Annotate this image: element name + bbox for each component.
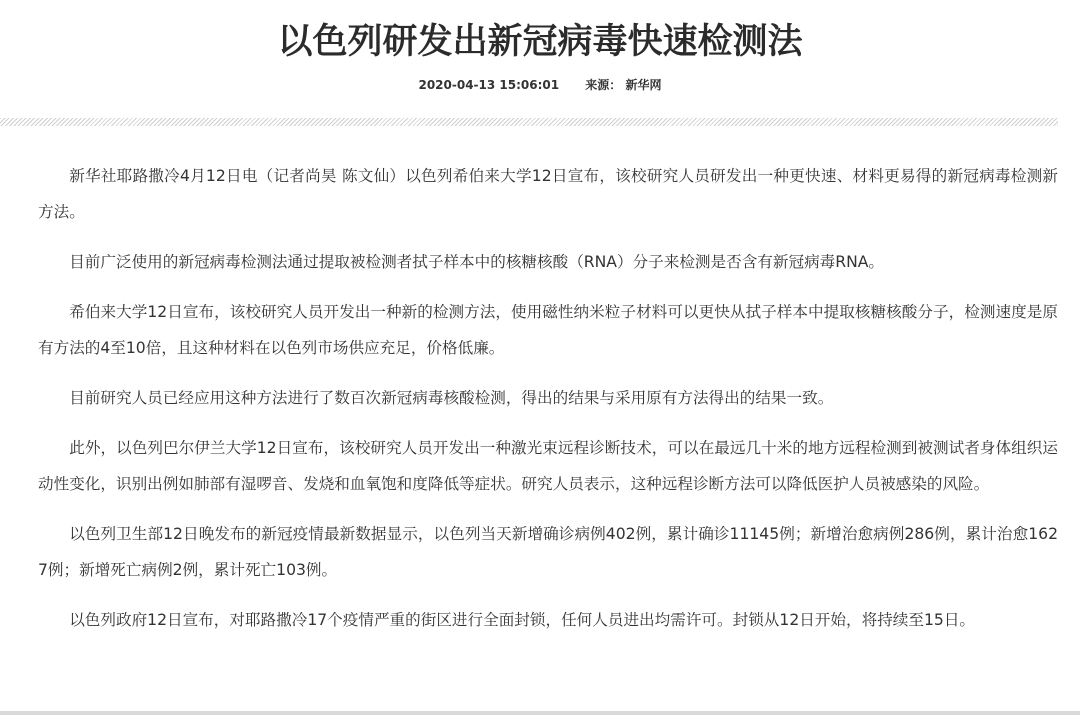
source-label: 来源： <box>585 78 622 92</box>
source-name: 新华网 <box>625 78 662 92</box>
paragraph: 目前广泛使用的新冠病毒检测法通过提取被检测者拭子样本中的核糖核酸（RNA）分子来检测是否含有新冠病毒RNA。 <box>69 253 885 271</box>
article-body <box>38 158 1058 652</box>
paragraph: 此外，以色列巴尔伊兰大学12日宣布，该校研究人员开发出一种激光束远程诊断技术，可以在最远几十米的地方远程检测到被测试者身体组织运动性变化，识别出例如肺部有湿啰音、发烧和血氧饱和度降低等症状。研究人员表示，这种远程诊断方法可以降低医护人员被感染的风险。 <box>38 439 1058 493</box>
paragraph: 以色列政府12日宣布，对耶路撒冷17个疫情严重的街区进行全面封锁，任何人员进出均需许可。封锁从12日开始，将持续至15日。 <box>69 611 976 629</box>
article-title: 以色列研发出新冠病毒快速检测法 <box>277 22 803 62</box>
article-meta <box>0 76 1080 94</box>
paragraph: 希伯来大学12日宣布，该校研究人员开发出一种新的检测方法，使用磁性纳米粒子材料可以更快从拭子样本中提取核糖核酸分子，检测速度是原有方法的4至10倍，且这种材料在以色列市场供应充足，价格低廉。 <box>38 303 1058 357</box>
paragraph: 以色列卫生部12日晚发布的新冠疫情最新数据显示，以色列当天新增确诊病例402例，累计确诊11145例；新增治愈病例286例，累计治愈1627例；新增死亡病例2例，累计死亡103例。 <box>38 525 1058 579</box>
paragraph: 新华社耶路撒冷4月12日电（记者尚昊 陈文仙）以色列希伯来大学12日宣布，该校研究人员研发出一种更快速、材料更易得的新冠病毒检测新方法。 <box>38 167 1058 221</box>
bottom-divider <box>0 711 1080 715</box>
hatched-divider <box>0 118 1058 126</box>
paragraph: 目前研究人员已经应用这种方法进行了数百次新冠病毒核酸检测，得出的结果与采用原有方法得出的结果一致。 <box>69 389 834 407</box>
publish-date: 2020-04-13 15:06:01 <box>418 78 560 92</box>
